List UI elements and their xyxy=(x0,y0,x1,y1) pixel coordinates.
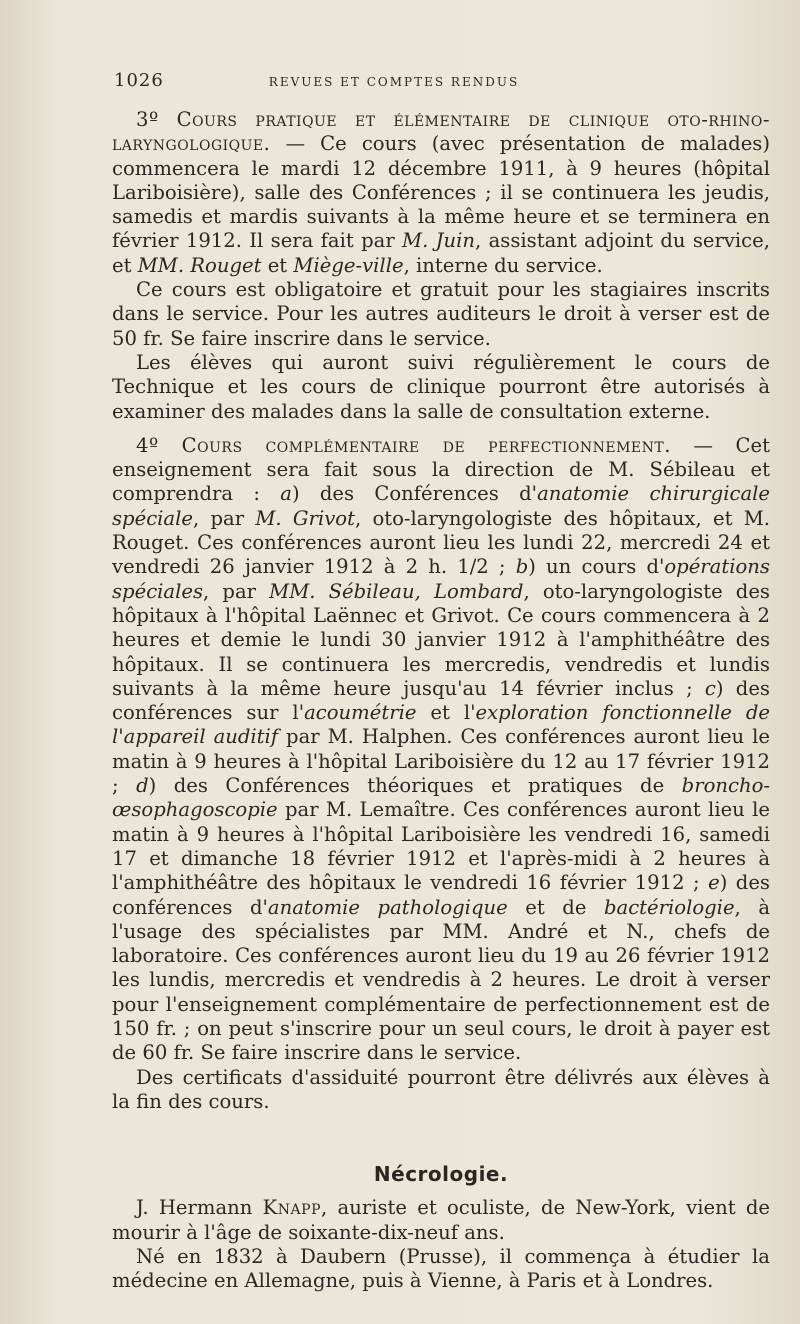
necrology-heading: Nécrologie. xyxy=(373,1162,509,1187)
section-3-paragraph: 3º Cours pratique et élémentaire de clinique oto-rhino-laryngologique. — Ce cours (avec présentation de malades) commencera le mardi 12 décembre 1911, à 9 heures (hôpital Lariboisière), salle des Conférences ; il se continuera les jeudis, samedis et mardis suivants à la même heure et se terminera en février 1912. Il sera fait par M. Juin, assistant adjoint du service, et MM. Rouget et Miège-ville, interne du service. xyxy=(112,108,770,277)
section-4-paragraph: 4º Cours complémentaire de perfectionnement. — Cet enseignement sera fait sous la direction de M. Sébileau et comprendra : a) des Conférences d'anatomie chirurgicale spéciale, par M. Grivot, oto-laryngologiste des hôpitaux, et M. Rouget. Ces conférences auront lieu les lundi 22, mercredi 24 et vendredi 26 janvier 1912 à 2 h. 1/2 ; b) un cours d'opérations spéciales, par MM. Sébileau, Lombard, oto-laryngologiste des hôpitaux à l'hôpital Laënnec et Grivot. Ce cours commencera à 2 heures et demie le lundi 30 janvier 1912 à l'amphithéâtre des hôpitaux. Il se continuera les mercredis, vendredis et lundis suivants à la même heure jusqu'au 14 février inclus ; c) des conférences sur l'acoumétrie et l'exploration fonctionnelle de l'appareil auditif par M. Halphen. Ces conférences auront lieu le matin à 9 heures à l'hôpital Lariboisière du 12 au 17 février 1912 ; d) des Conférences théoriques et pratiques de broncho-œsophagoscopie par M. Lemaître. Ces conférences auront lieu le matin à 9 heures à l'hôpital Lariboisière les vendredi 16, samedi 17 et dimanche 18 février 1912 et l'après-midi à 2 heures à l'amphithéâtre des hôpitaux le vendredi 16 février 1912 ; e) des conférences d'anatomie pathologique et de bactériologie, à l'usage des spécialistes par MM. André et N., chefs de laboratoire. Ces conférences auront lieu du 19 au 26 février 1912 les lundis, mercredis et vendredis à 2 heures. Le droit à verser pour l'enseignement complémentaire de perfectionnement est de 150 fr. ; on peut s'inscrire pour un seul cours, le droit à payer est de 60 fr. Se faire inscrire dans le service. xyxy=(112,433,771,1065)
necrology-paragraph-1: J. Hermann Knapp, auriste et oculiste, de New-York, vient de mourir à l'âge de soixante-dix-neuf ans. xyxy=(112,1196,770,1244)
person-name: Knapp xyxy=(262,1196,322,1220)
spacer xyxy=(112,424,770,434)
page-number: 1026 xyxy=(114,70,164,91)
person-name: M. Juin xyxy=(402,229,476,253)
section-4-lead: 4º Cours complémentaire de perfectionnement. xyxy=(136,433,671,457)
necrology-paragraph-2: Né en 1832 à Daubern (Prusse), il commença à étudier la médecine en Allemagne, puis à Vienne, à Paris et à Londres. xyxy=(112,1245,770,1293)
section-3-students-paragraph: Les élèves qui auront suivi régulièrement le cours de Technique et les cours de clinique pourront être autorisés à examiner des malades dans la salle de consultation externe. xyxy=(112,350,770,423)
article-body xyxy=(112,108,770,1294)
person-name: MM. Rouget xyxy=(137,253,262,277)
section-3-fee-paragraph: Ce cours est obligatoire et gratuit pour les stagiaires inscrits dans le service. Pour les autres auditeurs le droit à verser est de 50 fr. Se faire inscrire dans le service. xyxy=(112,278,770,350)
page-header xyxy=(114,70,674,94)
certificates-paragraph: Des certificats d'assiduité pourront être délivrés aux élèves à la fin des cours. xyxy=(112,1065,770,1113)
section-3-lead: 3º Cours pratique et élémentaire de clinique oto-rhino-laryngologique. xyxy=(112,108,770,156)
running-title: REVUES ET COMPTES RENDUS xyxy=(268,75,520,89)
person-name: Miège-ville xyxy=(293,253,404,277)
spacer xyxy=(112,1114,770,1148)
